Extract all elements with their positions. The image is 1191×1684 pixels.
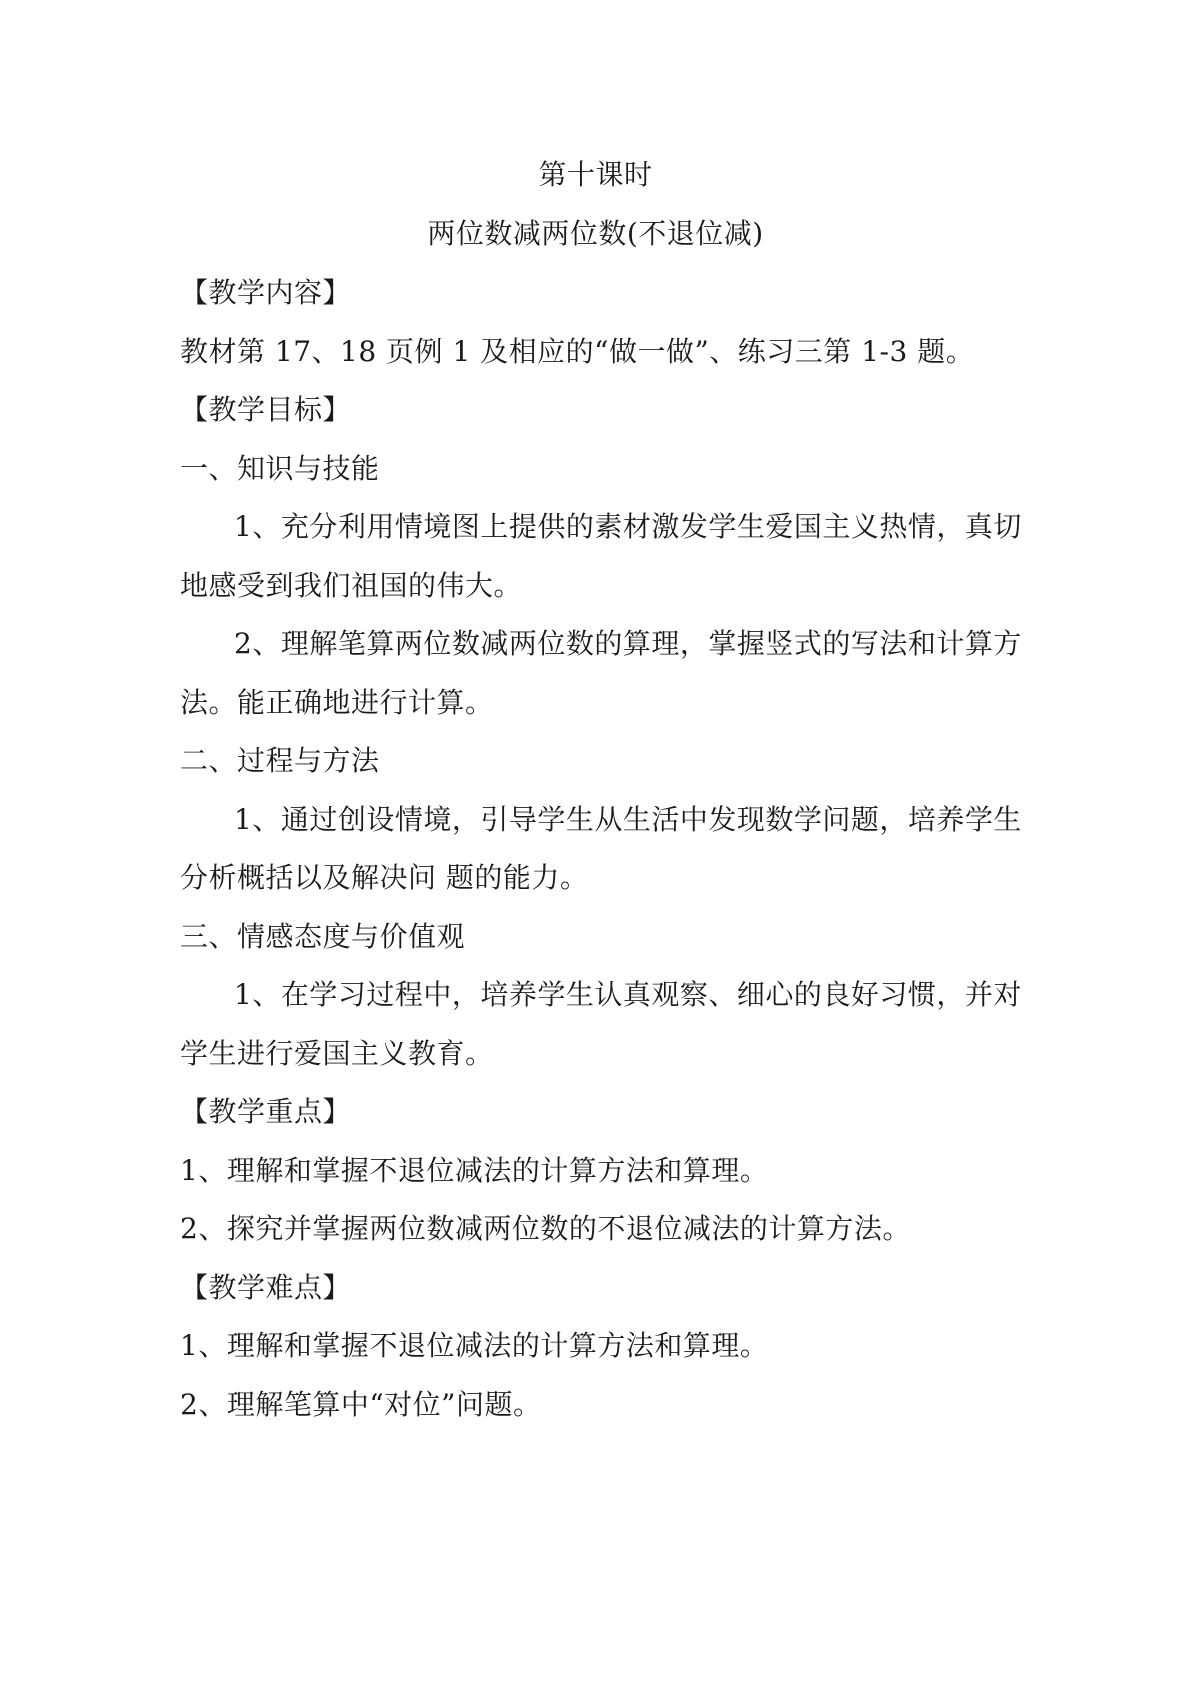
goal-item-line: 地感受到我们祖国的伟大。 xyxy=(180,569,523,602)
goal-section-knowledge: 一、知识与技能 xyxy=(180,452,380,485)
difficulty-heading: 【教学难点】 xyxy=(180,1271,352,1304)
goal-section-process: 二、过程与方法 xyxy=(180,744,380,777)
lesson-subtitle: 两位数减两位数(不退位减) xyxy=(427,217,764,250)
key-point-item: 2、探究并掌握两位数减两位数的不退位减法的计算方法。 xyxy=(180,1212,911,1245)
key-point-item: 1、理解和掌握不退位减法的计算方法和算理。 xyxy=(180,1154,769,1187)
difficulty-item: 2、理解笔算中“对位”问题。 xyxy=(180,1388,542,1421)
goal-item-line: 1、充分利用情境图上提供的素材激发学生爱国主义热情，真切 xyxy=(234,510,1022,543)
difficulty-item: 1、理解和掌握不退位减法的计算方法和算理。 xyxy=(180,1329,769,1362)
content-heading: 【教学内容】 xyxy=(180,276,352,309)
goal-item-line: 分析概括以及解决问 题的能力。 xyxy=(180,861,589,894)
key-points-heading: 【教学重点】 xyxy=(180,1095,352,1128)
lesson-title: 第十课时 xyxy=(538,158,653,191)
goals-heading: 【教学目标】 xyxy=(180,393,352,426)
goal-section-attitude: 三、情感态度与价值观 xyxy=(180,920,466,953)
content-text: 教材第 17、18 页例 1 及相应的“做一做”、练习三第 1-3 题。 xyxy=(180,335,975,368)
goal-item-line: 学生进行爱国主义教育。 xyxy=(180,1037,494,1070)
goal-item-line: 1、通过创设情境，引导学生从生活中发现数学问题，培养学生 xyxy=(234,803,1022,836)
goal-item-line: 1、在学习过程中，培养学生认真观察、细心的良好习惯，并对 xyxy=(234,978,1022,1011)
goal-item-line: 法。能正确地进行计算。 xyxy=(180,686,494,719)
goal-item-line: 2、理解笔算两位数减两位数的算理，掌握竖式的写法和计算方 xyxy=(234,627,1022,660)
